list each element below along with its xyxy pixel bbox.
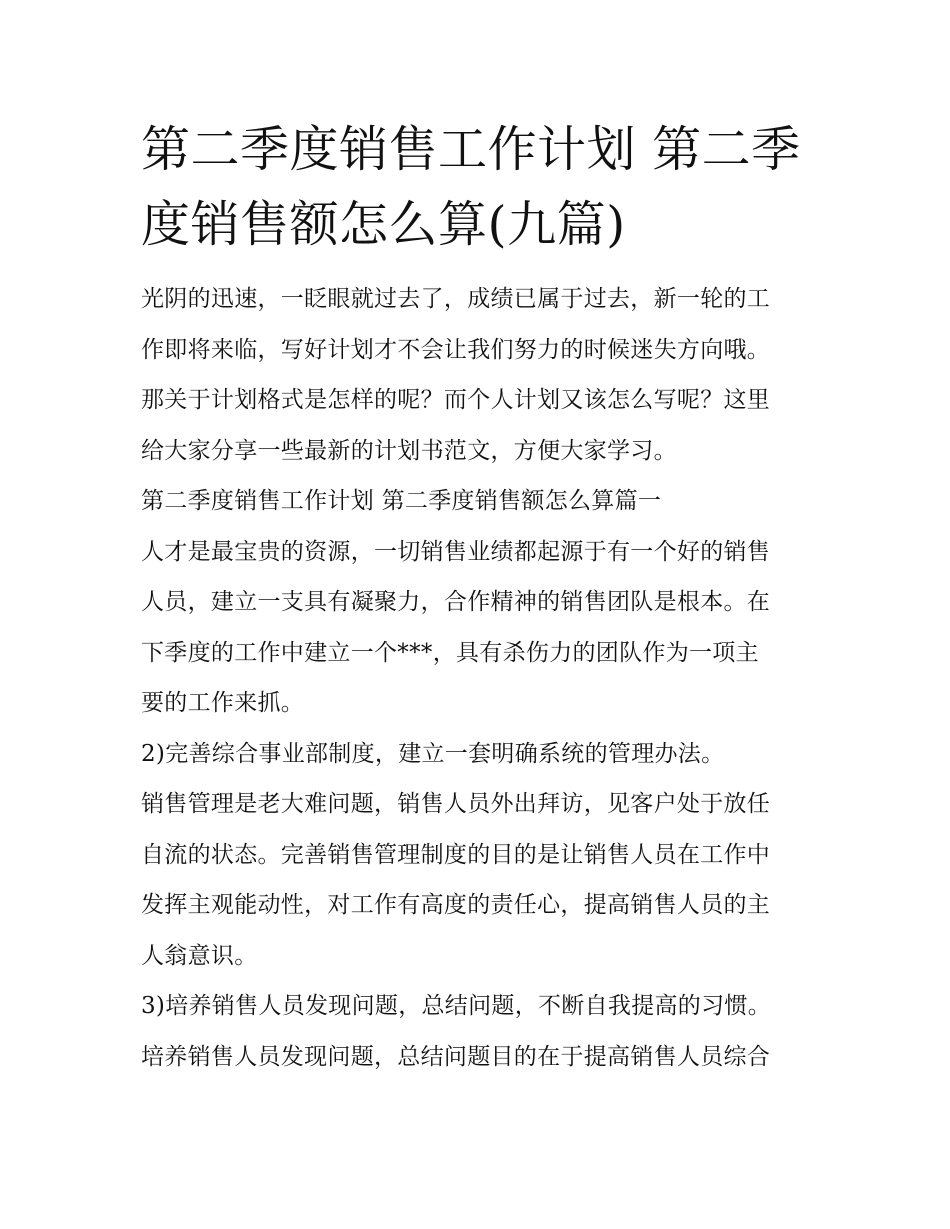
body-line-7: 人员，建立一支具有凝聚力，合作精神的销售团队是根本。在 (141, 589, 771, 615)
body-line-1: 光阴的迅速，一眨眼就过去了，成绩已属于过去，新一轮的工 (141, 286, 771, 312)
document-title (141, 112, 813, 262)
body-line-14: 人翁意识。 (141, 942, 258, 969)
body-line-3: 那关于计划格式是怎样的呢？而个人计划又该怎么写呢？这里 (141, 387, 771, 413)
body-line-6: 人才是最宝贵的资源，一切销售业绩都起源于有一个好的销售 (141, 538, 771, 565)
document-body (141, 274, 813, 1082)
item-2-heading-line: 2)完善综合事业部制度，建立一套明确系统的管理办法。 (141, 740, 725, 767)
body-line-11: 销售管理是老大难问题，销售人员外出拜访，见客户处于放任 (141, 791, 771, 817)
title-line-2: 度销售额怎么算(九篇) (141, 196, 626, 253)
body-line-4: 给大家分享一些最新的计划书范文，方便大家学习。 (141, 437, 677, 464)
body-line-16: 培养销售人员发现问题，总结问题目的在于提高销售人员综合 (141, 1043, 771, 1070)
body-line-12: 自流的状态。完善销售管理制度的目的是让销售人员在工作中 (141, 841, 771, 868)
document-page (141, 112, 813, 1082)
body-line-9: 要的工作来抓。 (141, 690, 305, 716)
body-line-8: 下季度的工作中建立一个***，具有杀伤力的团队作为一项主 (141, 639, 759, 666)
item-3-heading-line: 3)培养销售人员发现问题，总结问题，不断自我提高的习惯。 (141, 993, 772, 1019)
section-heading-line: 第二季度销售工作计划 第二季度销售额怎么算篇一 (141, 488, 662, 514)
title-line-1: 第二季度销售工作计划 第二季 (141, 121, 801, 178)
body-line-13: 发挥主观能动性，对工作有高度的责任心，提高销售人员的主 (141, 892, 771, 918)
body-line-2: 作即将来临，写好计划才不会让我们努力的时候迷失方向哦。 (141, 336, 771, 363)
